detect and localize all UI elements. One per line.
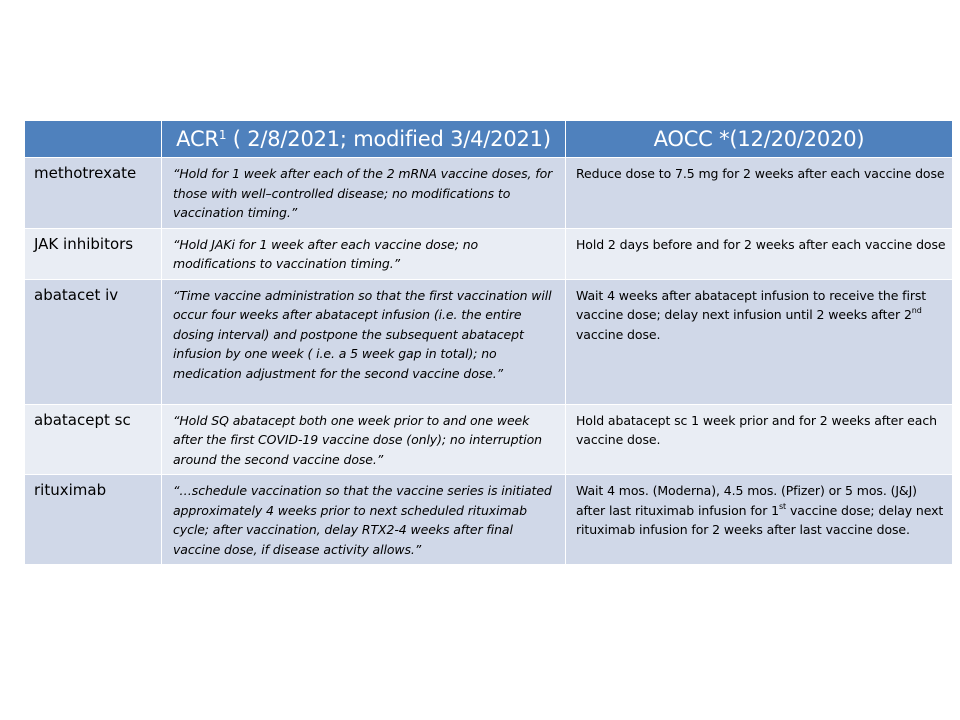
drug-name-cell: JAK inhibitors (25, 228, 162, 279)
aocc-recommendation-cell: Reduce dose to 7.5 mg for 2 weeks after each vaccine dose (566, 158, 953, 229)
table-row (25, 158, 953, 229)
aocc-superscript: st (778, 501, 787, 511)
table-header-row (25, 121, 953, 158)
header-acr-superscript: 1 (218, 128, 227, 142)
acr-recommendation-cell: “…schedule vaccination so that the vaccine series is initiated approximately 4 weeks prior to next scheduled rituximab cycle; after vaccination, delay RTX2-4 weeks after final vaccine dose, if disease activity allows.” (162, 475, 566, 565)
table-row (25, 475, 953, 565)
acr-recommendation-cell: “Hold for 1 week after each of the 2 mRNA vaccine doses, for those with well–controlled disease; no modifications to vaccination timing.” (162, 158, 566, 229)
table-row (25, 279, 953, 404)
acr-recommendation-cell: “Time vaccine administration so that the first vaccination will occur four weeks after abatacept infusion (i.e. the entire dosing interval) and postpone the subsequent abatacept infusion by one week ( i.e. a 5 week gap in total); no medication adjustment for the second vaccine dose.” (162, 279, 566, 404)
acr-recommendation-cell: “Hold JAKi for 1 week after each vaccine dose; no modifications to vaccination timing.” (162, 228, 566, 279)
aocc-recommendation-cell (566, 279, 953, 404)
aocc-recommendation-cell: Hold abatacept sc 1 week prior and for 2 weeks after each vaccine dose. (566, 404, 953, 475)
aocc-superscript: nd (911, 306, 922, 315)
recommendations-table (24, 120, 953, 565)
header-acr-prefix: ACR (176, 127, 219, 151)
table-row (25, 228, 953, 279)
drug-name-cell: methotrexate (25, 158, 162, 229)
acr-recommendation-cell: “Hold SQ abatacept both one week prior to and one week after the first COVID-19 vaccine dose (only); no interruption around the second vaccine dose.” (162, 404, 566, 475)
header-drug-cell (25, 121, 162, 158)
drug-name-cell: abatacet iv (25, 279, 162, 404)
aocc-text-part: vaccine dose. (576, 326, 661, 342)
drug-name-cell: abatacept sc (25, 404, 162, 475)
aocc-text-part: vaccine dose; delay next rituximab infusion for 2 weeks after last vaccine dose. (576, 502, 944, 537)
table-row (25, 404, 953, 475)
header-acr-cell (162, 121, 566, 158)
aocc-text-part: Wait 4 mos. (Moderna), 4.5 mos. (Pfizer) or 5 mos. (J&J) after last rituximab infusion for 1 (576, 483, 917, 518)
aocc-text-part: Wait 4 weeks after abatacept infusion to receive the first vaccine dose; delay next infusion until 2 weeks after 2 (576, 287, 927, 322)
aocc-recommendation-cell (566, 475, 953, 565)
header-acr-suffix: ( 2/8/2021; modified 3/4/2021) (226, 127, 551, 151)
aocc-recommendation-cell: Hold 2 days before and for 2 weeks after each vaccine dose (566, 228, 953, 279)
drug-name-cell: rituximab (25, 475, 162, 565)
header-aocc-cell: AOCC *(12/20/2020) (566, 121, 953, 158)
